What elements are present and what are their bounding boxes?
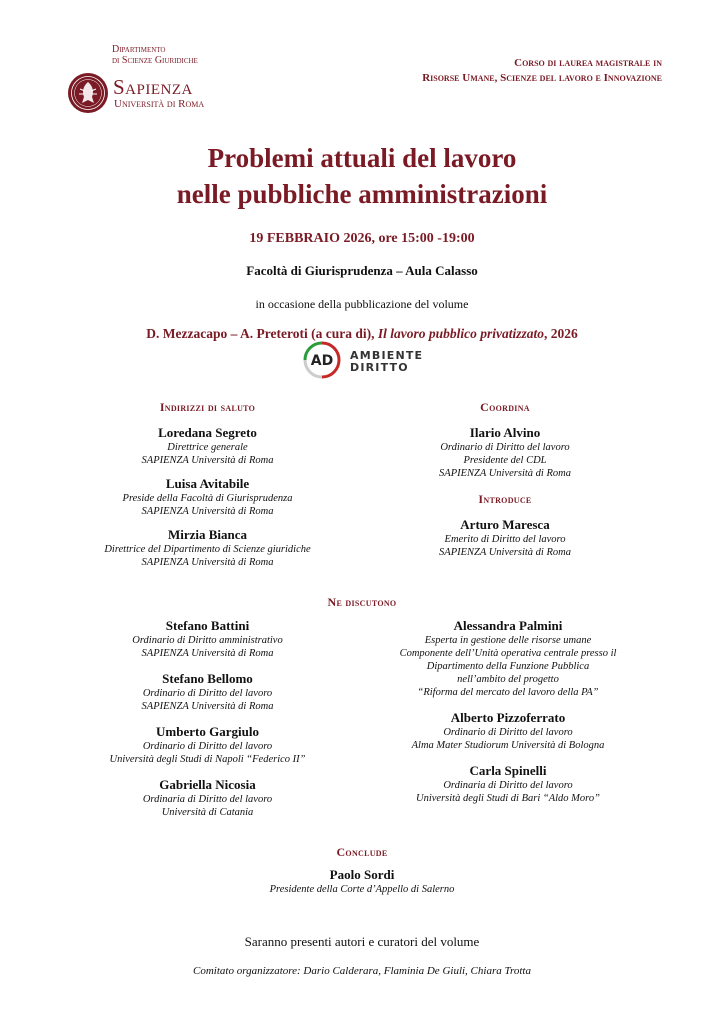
book-title: Il lavoro pubblico privatizzato: [377, 326, 544, 341]
saluto-person-2: [40, 475, 375, 518]
sapienza-seal-icon: [67, 72, 109, 114]
logo-line-2: DIRITTO: [350, 361, 409, 374]
person-affiliation: Alma Mater Studiorum Università di Bologna: [411, 740, 605, 751]
discutono-person-2: [40, 670, 375, 713]
person-role: Presidente del CDL: [463, 455, 547, 466]
discutono-left: [40, 617, 375, 827]
person-role: nell’ambito del progetto: [457, 674, 559, 685]
person-affiliation: SAPIENZA Università di Roma: [141, 701, 274, 712]
person-role: Ordinario di Diritto del lavoro: [142, 741, 273, 752]
conclude-person: [0, 866, 724, 896]
saluto-heading: Indirizzi di saluto: [159, 400, 256, 414]
person-name: Ilario Alvino: [469, 425, 541, 440]
course-line-1: Corso di laurea magistrale in: [514, 57, 662, 69]
university-name: Sapienza: [113, 75, 193, 99]
event-venue: Facoltà di Giurisprudenza – Aula Calasso: [246, 263, 478, 278]
saluto-person-1: [40, 424, 375, 467]
logo-line-1: AMBIENTE: [350, 349, 424, 362]
course-line-2: Risorse Umane, Scienze del lavoro e Innovazione: [422, 72, 662, 84]
person-name: Paolo Sordi: [329, 867, 395, 882]
person-affiliation: SAPIENZA Università di Roma: [141, 648, 274, 659]
authors-note: Saranno presenti autori e curatori del volume: [244, 934, 480, 949]
person-name: Stefano Battini: [165, 618, 250, 633]
person-role: Ordinario di Diritto amministrativo: [132, 635, 283, 646]
person-role: Dipartimento della Funzione Pubblica: [426, 661, 590, 672]
person-name: Loredana Segreto: [158, 425, 257, 440]
person-role: “Riforma del mercato del lavoro della PA”: [417, 687, 599, 698]
person-affiliation: Università degli Studi di Napoli “Federico II”: [109, 754, 306, 765]
person-affiliation: SAPIENZA Università di Roma: [141, 455, 274, 466]
person-affiliation: Università degli Studi di Bari “Aldo Moro”: [416, 793, 600, 804]
person-role: Componente dell’Unità operativa centrale presso il: [399, 648, 617, 659]
course-name: [332, 56, 662, 86]
person-role: Ordinaria di Diritto del lavoro: [443, 780, 573, 791]
discutono-person-1: [40, 617, 375, 660]
person-role: Emerito di Diritto del lavoro: [444, 534, 566, 545]
event-date: 19 FEBBRAIO 2026, ore 15:00 -19:00: [249, 231, 475, 246]
discutono-person-5: [358, 617, 658, 699]
person-name: Gabriella Nicosia: [159, 777, 256, 792]
person-affiliation: SAPIENZA Università di Roma: [141, 506, 274, 517]
event-title-line-2: nelle pubbliche amministrazioni: [176, 179, 548, 209]
book-citation: [0, 326, 724, 342]
book-authors: D. Mezzacapo – A. Preteroti (a cura di),: [146, 326, 378, 341]
publisher-logo: [302, 341, 426, 379]
person-affiliation: SAPIENZA Università di Roma: [141, 557, 274, 568]
book-year: , 2026: [543, 326, 578, 341]
person-role: Ordinario di Diritto del lavoro: [443, 727, 573, 738]
introduce-heading: Introduce: [478, 492, 532, 506]
person-affiliation: Università di Catania: [161, 807, 254, 818]
person-name: Umberto Gargiulo: [156, 724, 259, 739]
person-role: Direttrice del Dipartimento di Scienze giuridiche: [104, 544, 311, 555]
department-name: [112, 44, 198, 66]
event-title: [0, 140, 724, 212]
coordina-person: [370, 424, 640, 480]
organizing-committee: Comitato organizzatore: Dario Calderara, Flaminia De Giuli, Chiara Trotta: [193, 965, 531, 977]
logo-text: [350, 350, 423, 374]
event-occasion: in occasione della pubblicazione del volume: [255, 297, 469, 311]
person-name: Alberto Pizzoferrato: [450, 710, 566, 725]
conclude-heading: Conclude: [336, 845, 388, 859]
person-name: Luisa Avitabile: [165, 476, 250, 491]
discutono-person-6: [358, 709, 658, 752]
person-role: Ordinario di Diritto del lavoro: [142, 688, 273, 699]
person-role: Esperta in gestione delle risorse umane: [424, 635, 592, 646]
university-subtitle: Università di Roma: [114, 98, 205, 110]
person-role: Direttrice generale: [167, 442, 248, 453]
coordina-section: [370, 400, 640, 567]
person-name: Mirzia Bianca: [167, 527, 248, 542]
person-affiliation: SAPIENZA Università di Roma: [439, 468, 571, 479]
logo-mark: AD: [310, 353, 334, 369]
saluto-section: [40, 400, 375, 577]
person-affiliation: SAPIENZA Università di Roma: [439, 547, 571, 558]
coordina-heading: Coordina: [480, 400, 530, 414]
ambiente-diritto-logo-icon: [302, 341, 342, 379]
conclude-section: [0, 845, 724, 904]
introduce-person: [370, 516, 640, 559]
department-line-1: Dipartimento: [112, 44, 166, 55]
person-role: Preside della Facoltà di Giurisprudenza: [122, 493, 293, 504]
saluto-person-3: [40, 526, 375, 569]
department-line-2: di Scienze Giuridiche: [112, 55, 198, 66]
person-role: Ordinario di Diritto del lavoro: [440, 442, 570, 453]
person-role: Presidente della Corte d’Appello di Salerno: [269, 884, 455, 895]
person-role: Ordinaria di Diritto del lavoro: [142, 794, 273, 805]
person-name: Arturo Maresca: [460, 517, 550, 532]
event-title-line-1: Problemi attuali del lavoro: [207, 143, 517, 173]
person-name: Alessandra Palmini: [453, 618, 563, 633]
discutono-heading: Ne discutono: [327, 595, 397, 609]
discutono-person-7: [358, 762, 658, 805]
person-name: Stefano Bellomo: [162, 671, 253, 686]
person-name: Carla Spinelli: [469, 763, 547, 778]
discutono-person-4: [40, 776, 375, 819]
discutono-right: [358, 617, 658, 813]
discutono-person-3: [40, 723, 375, 766]
